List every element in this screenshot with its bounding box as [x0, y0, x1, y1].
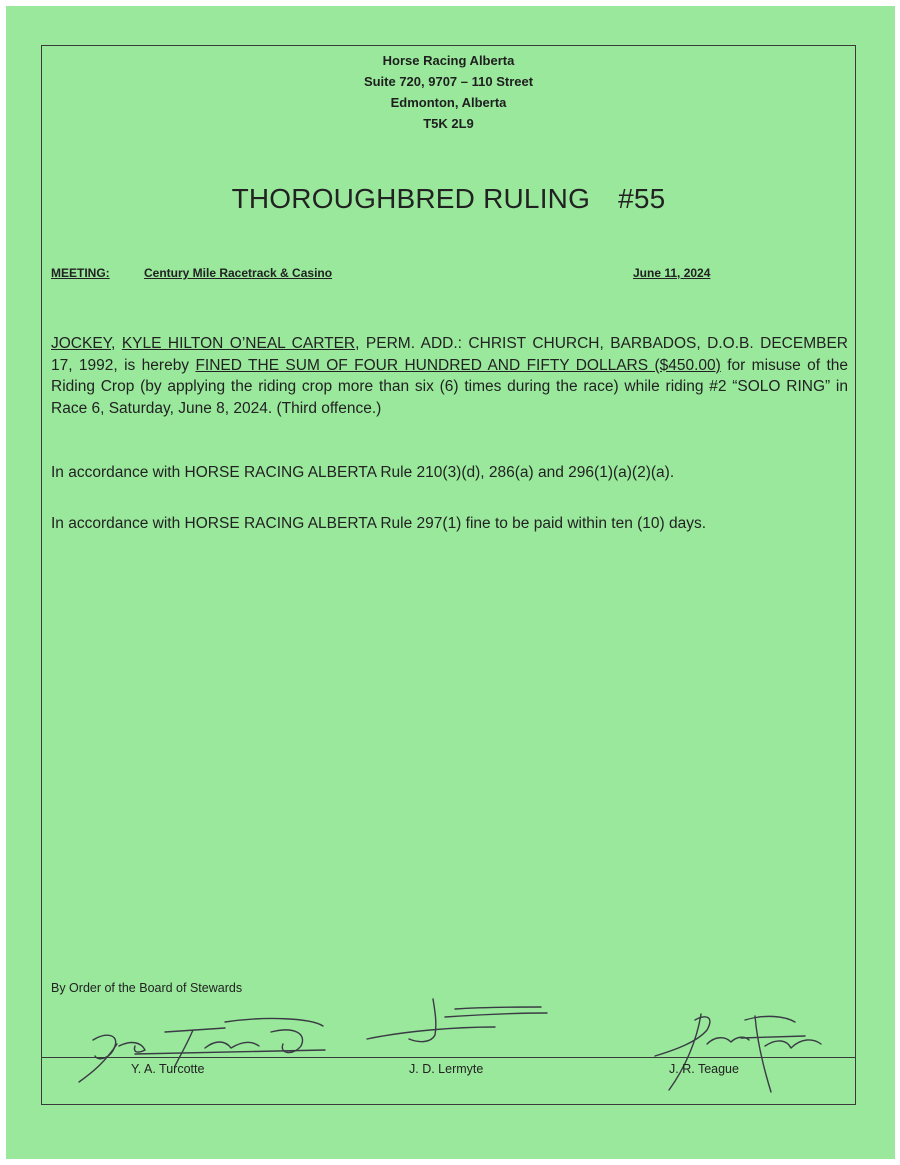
- signature-turcotte: [75, 1010, 335, 1090]
- ruling-title-text: THOROUGHBRED RULING: [231, 183, 591, 214]
- steward-name-teague: J. R. Teague: [669, 1062, 739, 1076]
- ruling-title: [41, 183, 856, 215]
- board-order-text: By Order of the Board of Stewards: [51, 981, 243, 995]
- meeting-venue: Century Mile Racetrack & Casino: [144, 266, 333, 280]
- ruling-fine: FINED THE SUM OF FOUR HUNDRED AND FIFTY DOLLARS ($450.00): [195, 356, 721, 374]
- address-line-2: Edmonton, Alberta: [390, 95, 507, 110]
- ruling-text-1: , PERM. ADD.: CHRIST CHURCH, BARBADOS, D.O.B. DECEMBER 17, 1992, is hereby: [51, 335, 848, 374]
- meeting-date: June 11, 2024: [633, 266, 711, 280]
- steward-name-turcotte: Y. A. Turcotte: [131, 1062, 205, 1076]
- postal-code: T5K 2L9: [423, 116, 474, 131]
- ruling-paragraph: JOCKEY, KYLE HILTON O’NEAL CARTER, PERM. ADD.: CHRIST CHURCH, BARBADOS, D.O.B. DECEMBER 17, 1992, is hereby FINED THE SUM OF FOUR HUNDRED AND FIFTY DOLLARS ($450.00) for misuse of the Riding Crop (by applying the riding crop more than six (6) times during the race) while riding #2 “SOLO RING” in Race 6, Saturday, June 8, 2024. (Third offence.): [51, 335, 849, 417]
- rule-reference-1: In accordance with HORSE RACING ALBERTA Rule 210(3)(d), 286(a) and 296(1)(a)(2)(a).: [51, 464, 675, 481]
- signature-teague: [645, 1010, 830, 1100]
- org-name: Horse Racing Alberta: [382, 53, 515, 68]
- ruling-text-2: for misuse of the Riding Crop (by applying the riding crop more than six (6) times during the race) while riding #2 “SOLO RING” in Race 6, Saturday, June 8, 2024. (Third offence.): [51, 356, 849, 417]
- rule-reference-2: In accordance with HORSE RACING ALBERTA Rule 297(1) fine to be paid within ten (10) days.: [51, 515, 707, 532]
- meeting-label: MEETING:: [51, 266, 110, 280]
- ruling-role: JOCKEY: [51, 335, 112, 352]
- address-line-1: Suite 720, 9707 – 110 Street: [363, 74, 534, 89]
- steward-name-lermyte: J. D. Lermyte: [409, 1062, 484, 1076]
- signature-lermyte: [365, 995, 555, 1065]
- ruling-number: #55: [618, 183, 666, 214]
- ruling-name: KYLE HILTON O’NEAL CARTER: [121, 335, 356, 352]
